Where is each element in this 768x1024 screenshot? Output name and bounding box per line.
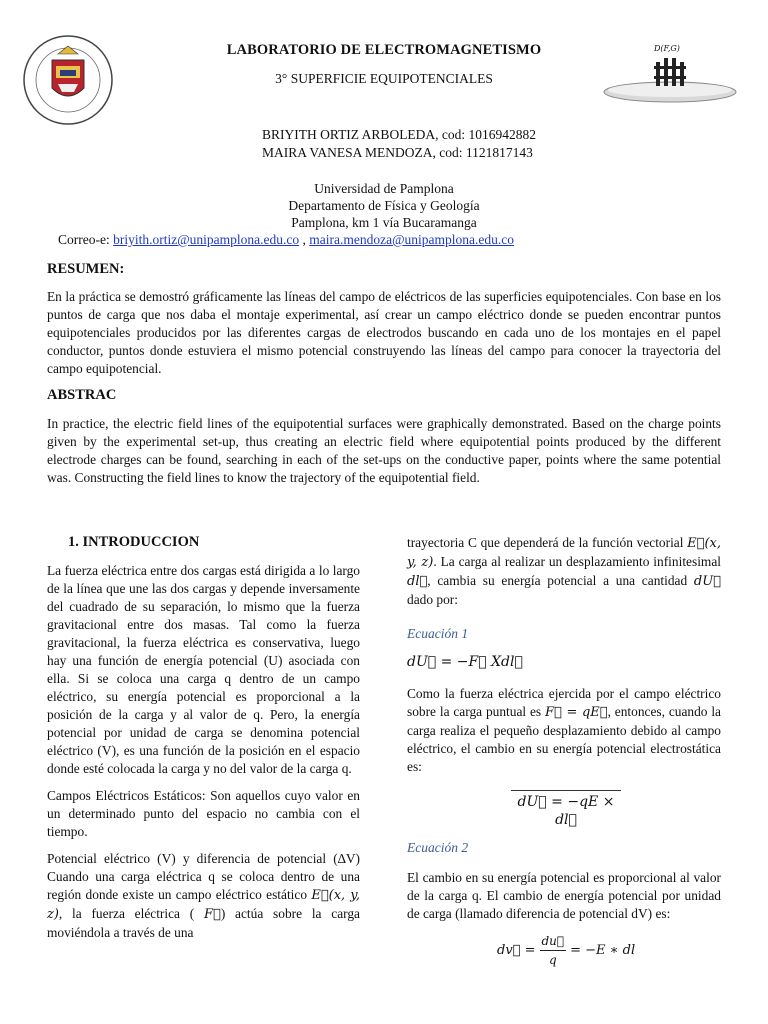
left-column xyxy=(47,562,360,951)
affiliation-address: Pamplona, km 1 vía Bucaramanga xyxy=(291,215,477,230)
equation-3-fraction xyxy=(540,932,567,969)
author-2: MAIRA VANESA MENDOZA, cod: 1121817143 xyxy=(262,145,533,160)
intro-p3-math-1: E⃗(x, y, z) xyxy=(47,888,361,922)
affiliation-department: Departamento de Física y Geología xyxy=(288,198,480,213)
right-column xyxy=(407,534,721,969)
right-paragraph-2 xyxy=(407,685,721,776)
intro-paragraph-3 xyxy=(47,850,360,942)
right-paragraph-1 xyxy=(407,534,721,609)
intro-p3-math-2: F⃗ xyxy=(204,907,221,922)
right-p1-text-c: , cambia su energía potencial a una cantidad xyxy=(427,573,694,588)
abstract-heading: ABSTRAC xyxy=(47,387,117,403)
equation-3-lhs: dv⃗ = xyxy=(497,942,536,958)
intro-paragraph-1: La fuerza eléctrica entre dos cargas está dirigida a lo largo de la línea que une las dos cargas y depende inversamente del cuadrado de su separación, lo mismo que la fuerza gravitacional entre dos masas. Tal como la fuerza gravitacional, la fuerza eléctrica es conservativa, luego hay una función de energía potencial (U) asociada con ella. Si se coloca una carga q dentro de un campo eléctrico, su energía potencial es proporcional a la posición de la carga y al valor de q. Pero, la energía potencial por unidad de carga se denomina potencial eléctrico (V), es una función de la posición en el espacio donde esté colocada la carga y no del valor de la carga q. xyxy=(47,563,360,776)
equation-1: dU⃗ = −F⃗ Xdl⃗ xyxy=(407,654,523,670)
intro-p3-text-a: Potencial eléctrico (V) y diferencia de potencial (∆V) Cuando una carga eléctrica q se coloca dentro de una región donde existe un campo eléctrico estático xyxy=(47,851,360,902)
equation-3 xyxy=(497,932,721,969)
department-logo-text: D(F,G) xyxy=(654,44,680,53)
right-p1-text-b: . La carga al realizar un desplazamiento infinitesimal xyxy=(433,554,721,569)
equation-2-label: Ecuación 2 xyxy=(407,840,469,855)
email-line xyxy=(58,232,514,248)
right-p1-text-d: dado por: xyxy=(407,592,458,607)
equation-mid: dU⃗ = −qE × dl⃗ xyxy=(511,790,621,829)
affiliation-university: Universidad de Pamplona xyxy=(314,181,454,196)
right-p2-text-b: , entonces, cuando la carga realiza el pequeño desplazamiento debido al campo eléctrico, el cambio en su energía potencial electrostática es: xyxy=(407,704,721,774)
right-p1-math-1: E⃗(x, y, z) xyxy=(407,536,721,570)
intro-paragraph-2: Campos Eléctricos Estáticos: Son aquellos cuyo valor en un determinado punto del espacio no cambia con el tiempo. xyxy=(47,788,360,839)
right-p2-math: F⃗ = qE⃗ xyxy=(544,705,608,720)
abstract-text: In practice, the electric field lines of the equipotential surfaces were graphically demonstrated. Based on the charge points given by the experimental set-up, thus creating an electric field where equipotential points produced by the different electrode charges can be found, searching in each of the set-ups on the conductive paper, points where the same potential was. Constructing the field lines to know the trajectory of the equipotential field. xyxy=(47,416,721,485)
author-1: BRIYITH ORTIZ ARBOLEDA, cod: 1016942882 xyxy=(262,127,537,142)
equation-3-numerator: du⃗ xyxy=(540,932,567,951)
intro-heading: 1. INTRODUCCION xyxy=(68,534,200,550)
right-p2-text-a: Como la fuerza eléctrica ejercida por el campo eléctrico sobre la carga puntual es xyxy=(407,686,721,719)
right-p1-math-2: dl⃗ xyxy=(407,574,428,589)
equation-3-denominator: q xyxy=(548,953,557,967)
resumen-text: En la práctica se demostró gráficamente las líneas del campo de eléctricos de las superficies equipotenciales. Con base en los puntos de carga que nos daba el montaje experimental, así crear un campo eléctrico donde se pueden encontrar puntos equipotenciales producidos por las diferentes cargas de electrodos buscando en cada uno de los montajes en el papel conductor, puntos donde estuviera el mismo potencial construyendo las líneas del campo para conocer la trayectoria del campo equipotencial. xyxy=(47,289,721,376)
page-subtitle: 3° SUPERFICIE EQUIPOTENCIALES xyxy=(275,71,493,86)
right-p1-math-3: dU⃗ xyxy=(693,574,721,589)
equation-3-rhs: = −E ∗ dl xyxy=(570,942,636,958)
right-p1-text-a: trayectoria C que dependerá de la función vectorial xyxy=(407,535,688,550)
equation-1-label: Ecuación 1 xyxy=(407,626,469,641)
intro-p3-text-c: ) actúa sobre la carga moviéndola a través de una xyxy=(47,906,360,940)
email-separator: , xyxy=(299,232,310,247)
right-paragraph-3: El cambio en su energía potencial es proporcional al valor de la carga q. El cambio de energía potencial por unidad de carga (llamado diferencia de potencial dV) es: xyxy=(407,870,721,921)
page-title: LABORATORIO DE ELECTROMAGNETISMO xyxy=(226,42,542,58)
resumen-heading: RESUMEN: xyxy=(47,261,125,277)
email-prefix: Correo-e: xyxy=(58,232,114,247)
email-link-1[interactable]: briyith.ortiz@unipamplona.edu.co xyxy=(113,232,300,247)
intro-p3-text-b: , la fuerza eléctrica ( xyxy=(58,906,204,921)
email-link-2[interactable]: maira.mendoza@unipamplona.edu.co xyxy=(309,232,514,247)
